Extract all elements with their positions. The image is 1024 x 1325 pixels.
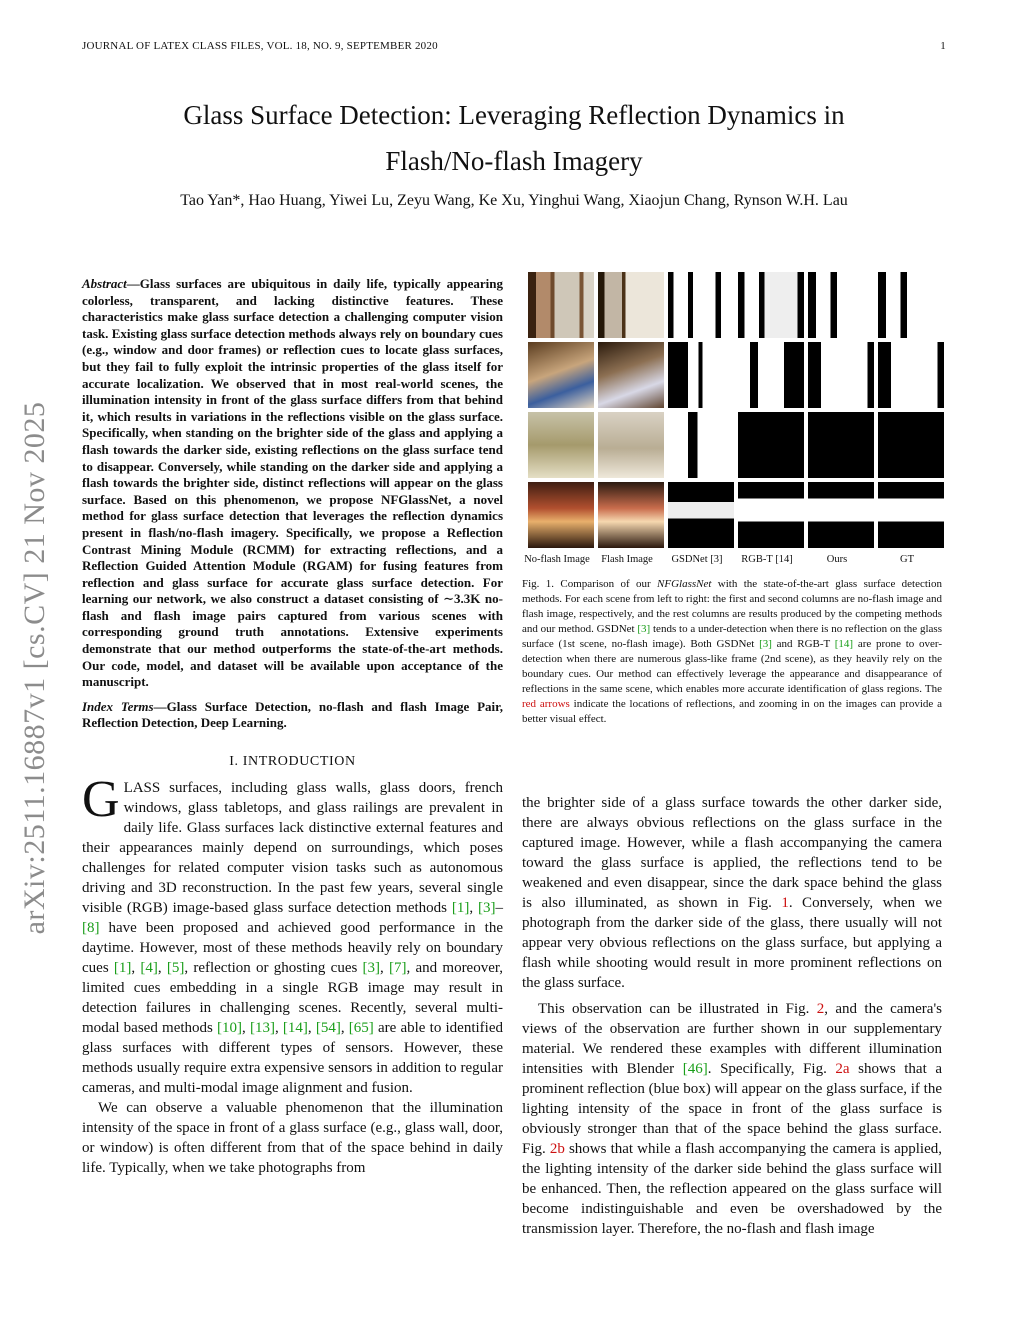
scene1-rgbt-mask [738,272,804,338]
right-paragraph-1 [522,793,942,993]
figure-image-grid [528,272,942,548]
figure-column-labels [522,554,942,565]
citation-link[interactable]: [54] [315,1020,341,1037]
scene1-flash-image [598,272,664,338]
text-run: , reflection or ghosting cues [184,960,363,977]
text-run: LASS surfaces, including glass walls, glass doors, french windows, glass tabletops, and glass railings are prevalent in daily life. Glass surfaces lack distinctive external features and their appearances mainly depend on surroundings, which poses challenges for related computer vision tasks such as autonomous driving and 3D reconstruction. In the past few years, several single visible (RGB) image-based glass surface detection methods [82,780,503,917]
drop-cap: G [82,771,120,829]
citation-link[interactable]: [3] [362,960,381,977]
method-name: NFGlassNet [657,578,712,590]
citation-link[interactable]: [46] [682,1061,708,1077]
text-run: , [131,960,141,977]
scene1-ours-mask [808,272,874,338]
intro-body [82,771,504,1178]
text-run: are prone to over-detection when there are numerous glass-like frame (2nd scene), as they heavily rely on the boundary cues. Our method can effectively leverage the appearance and disappearance of reflections in the same scene, which enables more accurate identification of glass regions. The [522,638,942,695]
title-line-2: Flash/No-flash Imagery [385,146,643,176]
arxiv-id: arXiv:2511.16887v1 [cs.CV] 21 Nov 2025 [18,401,51,935]
index-terms-text: —Glass Surface Detection, no-flash and flash Image Pair, Reflection Detection, Deep Learning. [82,698,503,731]
text-run: have been proposed and achieved good performance in the daytime. However, most of these methods heavily rely on boundary cues [82,920,503,977]
intro-paragraph-2: We can observe a valuable phenomenon that the illumination intensity of the space in front of a glass surface (e.g., glass wall, door, or window) is often different from that of the space behind in daily life. Typically, when we take photographs from [82,1100,503,1177]
citation-link[interactable]: [65] [348,1020,374,1037]
column-label: GT [900,554,914,565]
scene3-gt-mask [878,412,944,478]
scene2-ours-mask [808,342,874,408]
text-run: the brighter side of a glass surface towards the other darker side, there are always obvious reflections on the glass surface in the captured image. However, while a flash accompanying the camera toward the glass surface is applied, the reflections tend to be weakened and even disappear, since the dark space behind the glass is also illuminated, as shown in Fig. [522,795,942,911]
text-run: with the state-of-the-art glass surface detection methods. For each scene from left to right: the first and second columns are no-flash image and flash image, respectively, and the rest columns are results produced by the competing methods and our method. GSDNet [522,578,942,635]
scene4-gt-mask [878,482,944,548]
section-heading: I. INTRODUCTION [229,754,356,770]
text-run: – [495,900,503,917]
text-run: are able to identified glass surfaces with different types of sensors. However, these methods usually require extra expensive sensors in addition to regular cameras, and multi-modal image alignment and fusion. [82,1020,503,1097]
scene2-rgbt-mask [738,342,804,408]
author-list: Tao Yan*, Hao Huang, Yiwei Lu, Zeyu Wang, Ke Xu, Yinghui Wang, Xiaojun Chang, Rynson W.H. Lau [180,192,848,209]
text-run: , [380,960,390,977]
text-run: Fig. 1. Comparison of our [522,578,658,590]
citation-link[interactable]: [7] [389,960,407,977]
citation-link[interactable]: [14] [834,638,854,650]
column-label: No-flash Image [524,554,590,565]
column-label: Ours [826,554,848,565]
index-terms [82,699,503,732]
column-label: Flash Image [601,554,653,565]
scene3-flash-image [598,412,664,478]
running-header [82,40,946,52]
figure-link[interactable]: 1 [781,895,789,911]
left-column [82,276,503,1178]
text-run: tends to a under-detection when there is no reflection on the glass surface (1st scene, no-flash image). Both GSDNet [522,623,942,650]
column-label: GSDNet [3] [671,554,723,565]
scene4-rgbt-mask [738,482,804,548]
journal-name: JOURNAL OF LATEX CLASS FILES, VOL. 18, NO. 9, SEPTEMBER 2020 [82,40,438,52]
text-run: , and the camera's views of the observation are further shown in our supplementary material. We rendered these examples with different illumination intensities with Blender [522,1001,942,1077]
text-run: , [157,960,167,977]
figure-caption [522,577,942,727]
abstract-text: —Glass surfaces are ubiquitous in daily life, typically appearing colorless, transparent, and lacking distinctive features. These characteristics make glass surface detection a challenging computer vision task. Existing glass surface detection methods always rely on boundary cues (e.g., window and door frames) or reflection cues to locate glass surfaces, but they fail to fully exploit the intrinsic properties of the glass itself for accurate localization. We observed that in most real-world scenes, the illumination intensity in front of the glass surface differs from that behind it, which results in variations in the reflections visible on the glass surface. Specifically, when standing on the brighter side of the glass and applying a flash towards the darker side, existing reflections on the glass surface tend to disappear. Conversely, while standing on the darker side and applying a flash towards the brighter side, distinct reflections will appear on the glass surface. Based on this phenomenon, we propose NFGlassNet, a novel method for glass surface detection that leverages the reflection dynamics present in flash/no-flash imagery. Specifically, we propose a Reflection Contrast Mining Module (RCMM) for extracting reflections, and a Reflection Guided Attention Module (RGAM) for fusing features from reflection and glass surface for accurate glass surface detection. For learning our network, we also construct a dataset consisting of ∼3.3K no-flash and flash image pairs captured from various scenes with corresponding ground truth annotations. Extensive experiments demonstrate that our method outperforms the state-of-the-art methods. Our code, model, and dataset will be available upon acceptance of the manuscript. [82,276,503,690]
citation-link[interactable]: [10] [217,1020,243,1037]
text-run: shows that a prominent reflection (blue box) will appear on the glass surface, if the lighting intensity of the space in front of the glass surface is obviously stronger than that of the space behind the glass surface. Fig. [522,1061,942,1157]
scene2-gt-mask [878,342,944,408]
scene4-ours-mask [808,482,874,548]
text-run: , [307,1020,316,1037]
page-number: 1 [940,40,946,52]
text-run: , [340,1020,349,1037]
citation-link[interactable]: [5] [166,960,185,977]
right-paragraph-2 [522,999,942,1239]
index-terms-label: Index Terms [82,698,154,714]
scene4-flash-image [598,482,664,548]
figure-1 [522,272,942,727]
scene2-flash-image [598,342,664,408]
scene3-noflash-image [528,412,594,478]
citation-link[interactable]: [1] [451,900,470,917]
citation-link[interactable]: [13] [249,1020,275,1037]
text-run: , [242,1020,250,1037]
citation-link[interactable]: [3] [478,900,496,917]
scene2-noflash-image [528,342,594,408]
intro-paragraph-1 [82,771,504,1098]
title-line-1: Glass Surface Detection: Leveraging Reflection Dynamics in [183,100,845,130]
figure-link[interactable]: 2b [549,1141,565,1157]
abstract-label: Abstract [82,276,127,291]
scene1-gsdnet-mask [668,272,734,338]
column-label: RGB-T [14] [741,554,793,565]
arxiv-stamp [12,368,58,968]
text-run: . Conversely, when we photograph from the darker side of the glass, there usually will not appear very obvious reflections on the glass surface, but applying a flash while shooting would result in more prominent reflections on the glass surface. [522,895,943,991]
figure-link[interactable]: 2 [816,1001,825,1017]
figure-link[interactable]: 2a [835,1061,850,1077]
citation-link[interactable]: [4] [140,960,158,977]
scene4-gsdnet-mask [668,482,734,548]
citation-link[interactable]: [1] [113,960,132,977]
abstract [82,276,503,691]
text-run: . Specifically, Fig. [707,1061,836,1077]
red-arrows-text: red arrows [522,698,570,710]
scene3-rgbt-mask [738,412,804,478]
scene1-noflash-image [528,272,594,338]
text-run: shows that while a flash accompanying the camera is applied, the lighting intensity of the darker side behind the glass surface will be enhanced. Then, the reflection appeared on the glass surface will become indistinguishable and even be overshadowed by the transmission layer. Therefore, the no-flash and flash image [522,1141,942,1237]
text-run: indicate the locations of reflections, and zooming in on the images can provide a better visual effect. [522,698,942,725]
citation-link[interactable]: [3] [759,638,772,650]
text-run: , [274,1020,283,1037]
scene4-noflash-image [528,482,594,548]
text-run: This observation can be illustrated in Fig. [538,1001,817,1017]
citation-link[interactable]: [8] [82,920,100,937]
text-run: , [469,900,478,917]
scene3-ours-mask [808,412,874,478]
scene1-gt-mask [878,272,944,338]
right-column [522,793,942,1239]
scene2-gsdnet-mask [668,342,734,408]
citation-link[interactable]: [14] [282,1020,308,1037]
text-run: , and moreover, limited cues embedding in a single RGB image may result in detection failures in challenging scenes. Recently, several multi-modal based methods [82,960,504,1037]
scene3-gsdnet-mask [668,412,734,478]
citation-link[interactable]: [3] [637,623,651,635]
paper-title [82,92,946,184]
text-run: and RGB-T [771,638,835,650]
